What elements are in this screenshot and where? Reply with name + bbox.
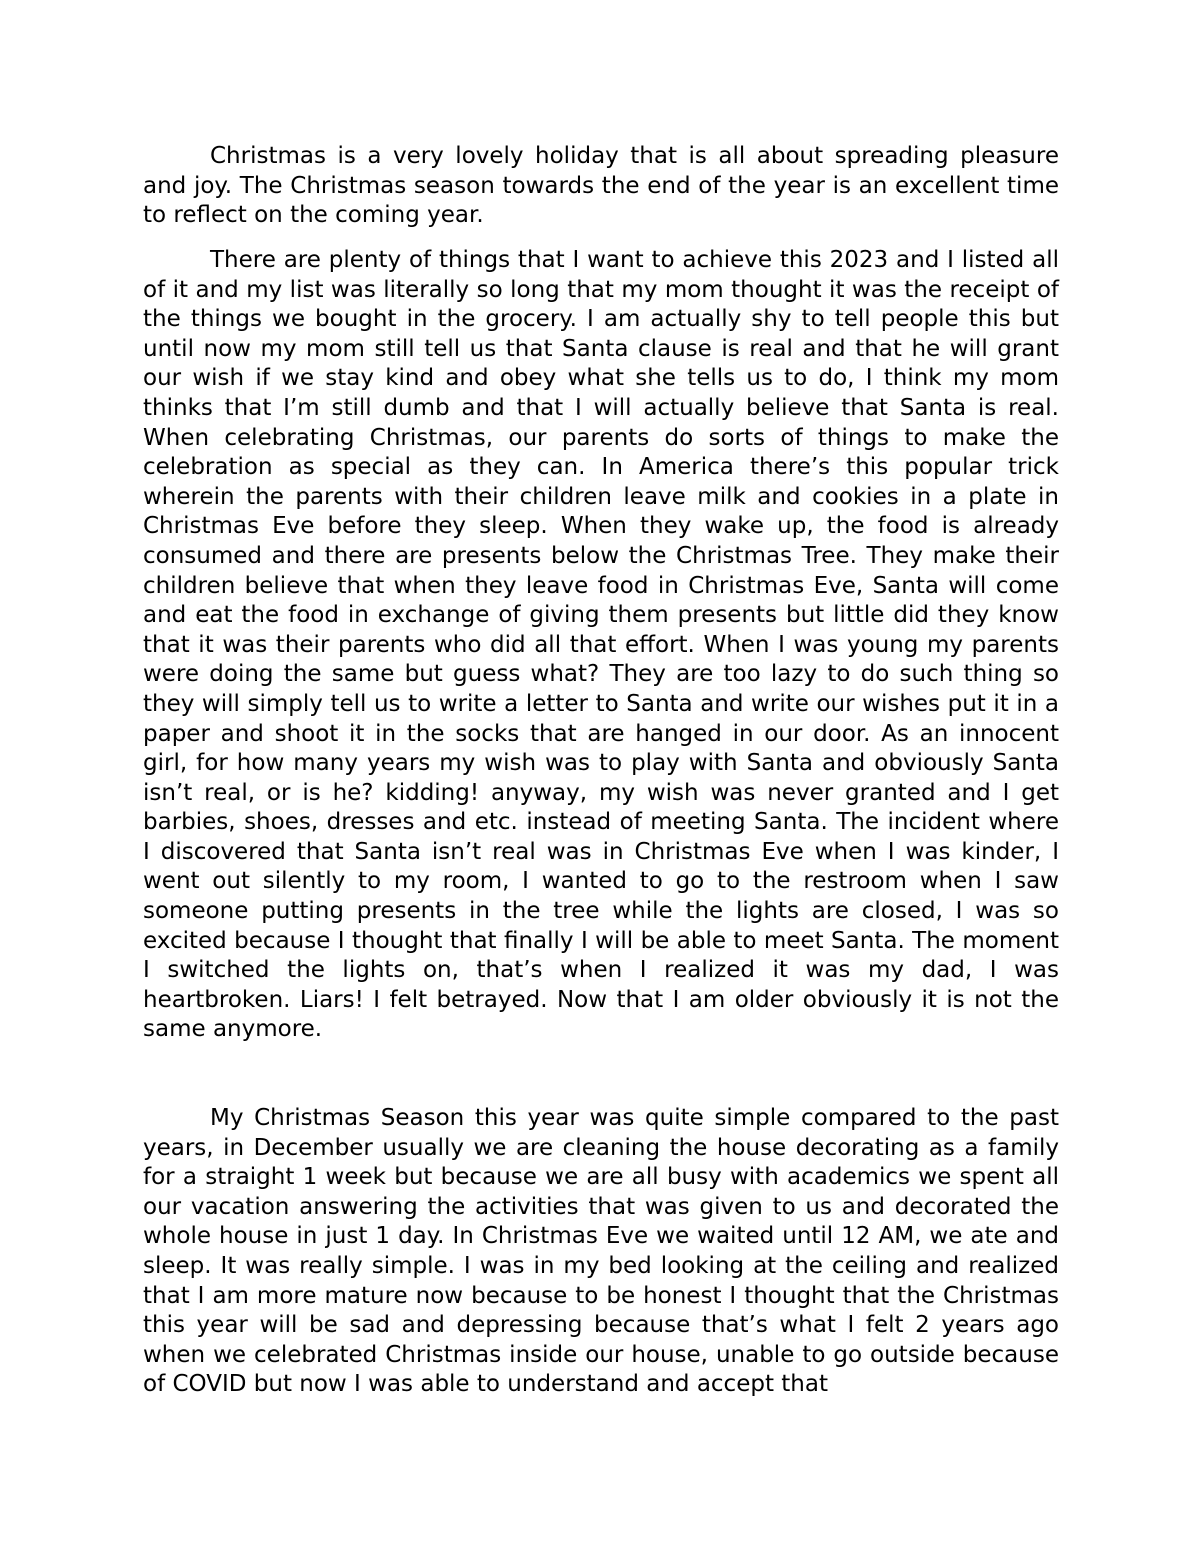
paragraph-text: There are plenty of things that I want to achieve this 2023 and I listed all of it and my list was literally so long that my mom thought it was the receipt of the things we bought in the grocery. I am actually shy to tell people this but until now my mom still tell us that Santa clause is real and that he will grant our wish if we stay kind and obey what she tells us to do, I think my mom thinks that I’m still dumb and that I will actually believe that Santa is real. When celebrating Christmas, our parents do sorts of things to make the celebration as special as they can. In America there’s this popular trick wherein the parents with their children leave milk and cookies in a plate in Christmas Eve before they sleep. When they wake up, the food is already consumed and there are presents below the Christmas Tree. They make their children believe that when they leave food in Christmas Eve, Santa will come and eat the food in exchange of giving them presents but little did they know that it was their parents who did all that effort. When I was young my parents were doing the same but guess what? They are too lazy to do such thing so they will simply tell us to write a letter to Santa and write our wishes put it in a paper and shoot it in the socks that are hanged in our door. As an innocent girl, for how many years my wish was to play with Santa and obviously Santa isn’t real, or is he? kidding! anyway, my wish was never granted and I get barbies, shoes, dresses and etc. instead of meeting Santa. The incident where I discovered that Santa isn’t real was in Christmas Eve when I was kinder, I went out silently to my room, I wanted to go to the restroom when I saw someone putting presents in the tree while the lights are closed, I was so excited because I thought that finally I will be able to meet Santa. The moment I switched the lights on, that’s when I realized it was my dad, I was heartbroken. Liars! I felt betrayed. Now that I am older obviously it is not the same anymore. (143, 247, 1059, 1043)
paragraph-text: My Christmas Season this year was quite simple compared to the past years, in December usually we are cleaning the house decorating as a family for a straight 1 week but because we are all busy with academics we spent all our vacation answering the activities that was given to us and decorated the whole house in just 1 day. In Christmas Eve we waited until 12 AM, we ate and sleep. It was really simple. I was in my bed looking at the ceiling and realized that I am more mature now because to be honest I thought that the Christmas this year will be sad and depressing because that’s what I felt 2 years ago when we celebrated Christmas inside our house, unable to go outside because of COVID but now I was able to understand and accept that (143, 1105, 1059, 1398)
paragraph-intro (143, 142, 1059, 231)
paragraph-christmas-season (143, 1104, 1059, 1400)
paragraph-text: Christmas is a very lovely holiday that is all about spreading pleasure and joy. The Christmas season towards the end of the year is an excellent time to reflect on the coming year. (143, 143, 1059, 229)
paragraph-santa-story (143, 246, 1059, 1045)
